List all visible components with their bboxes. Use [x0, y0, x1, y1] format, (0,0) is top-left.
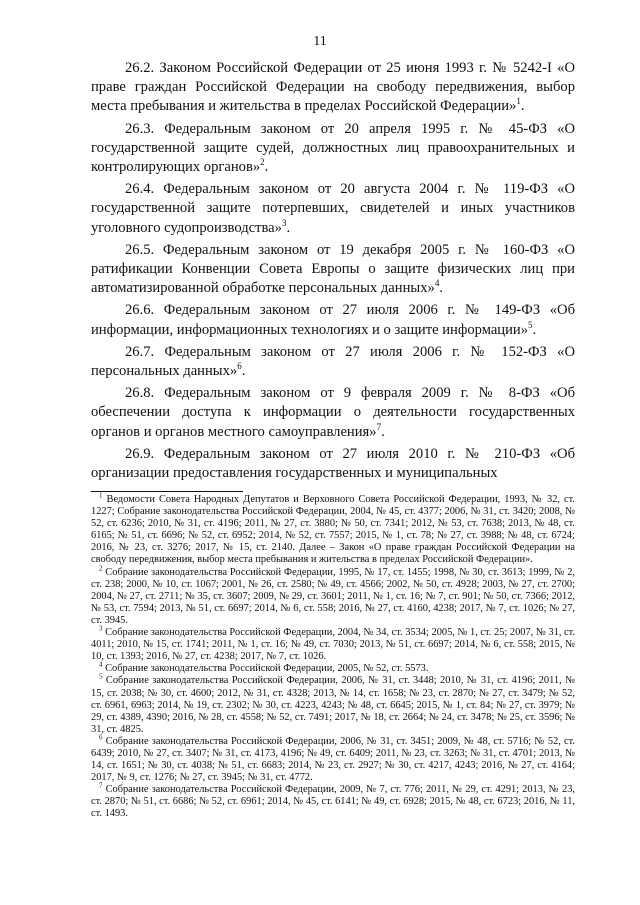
footnote-ref[interactable]: 4 [434, 278, 440, 289]
footnote-6: $^6$ Собрание законодательства Российской Федерации, 2006, № 31, ст. 3451; 2009, № 48, ст. 5716; № 52, ст. 6439; 2010, № 27, ст. 3407; № 31, ст. 4173, 4196; № 49, ст. 6409; 2011, № 23, ст. 3263; № 31, ст. 4701; 2013, № 14, ст. 1651; № 30, ст. 4038; № 51, ст. 6683; 2014, № 23, ст. 2927; № 30, ст. 4217, 4243; 2016, № 27, ст. 4164; 2017, № 9, ст. 1276; № 27, ст. 3945; № 31, ст. 4772. [91, 733, 575, 784]
paragraph-26-5: 26.5. Федеральным законом от 19 декабря 2005 г. № 160-ФЗ «О ратификации Конвенции Совета Европы о защите физических лиц при автоматизированной обработке персональных данных»$^4$. [91, 241, 575, 297]
footnote-3: $^3$ Собрание законодательства Российской Федерации, 2004, № 34, ст. 3534; 2005, № 1, ст. 25; 2007, № 31, ст. 4011; 2010, № 15, ст. 1741; 2011, № 1, ст. 16; № 49, ст. 7030; 2013, № 51, ст. 6697; 2014, № 6, ст. 558; 2015, № 10, ст. 1393; 2016, № 27, ст. 4238; 2017, № 7, ст. 1026. [91, 624, 575, 663]
footnote-number: 1 [99, 491, 103, 500]
footnote-ref[interactable]: 1 [516, 96, 521, 107]
footnote-ref[interactable]: 2 [260, 157, 265, 168]
footnote-1: $^1$ Ведомости Совета Народных Депутатов и Верховного Совета Российской Федерации, 1993, № 32, ст. 1227; Собрание законодательства Российской Федерации, 2004, № 45, ст. 4377; 2006, № 31, ст. 3420; 2008, № 52, ст. 6236; 2010, № 31, ст. 4196; 2011, № 27, ст. 3880; № 50, ст. 7341; 2012, № 53, ст. 7638; 2013, № 48, ст. 6165; № 51, ст. 6696; № 52, ст. 6952; 2014, № 52, ст. 7557; 2015, № 1, ст. 78; № 27, ст. 3988; № 48, ст. 6724; 2016, № 23, ст. 3276; 2017, № 15, ст. 2140. Далее – Закон «О праве граждан Российской Федерации на свободу передвижения, выбор места пребывания и жительства в пределах Российской Федерации». [91, 491, 575, 566]
footnote-divider [91, 491, 243, 492]
footnote-number: 4 [99, 660, 103, 669]
footnote-number: 5 [99, 672, 103, 681]
footnote-ref[interactable]: 5 [528, 319, 533, 330]
footnote-number: 6 [99, 733, 103, 742]
footnote-number: 2 [99, 564, 103, 573]
footnote-ref[interactable]: 3 [281, 217, 287, 228]
footnote-7: $^7$ Собрание законодательства Российской Федерации, 2009, № 7, ст. 776; 2011, № 29, ст. 4291; 2013, № 23, ст. 2870; № 51, ст. 6686; № 52, ст. 6961; 2014, № 45, ст. 6141; № 49, ст. 6928; 2015, № 48, ст. 6723; 2016, № 11, ст. 1493. [91, 781, 575, 820]
footnote-4: $^4$ Собрание законодательства Российской Федерации, 2005, № 52, ст. 5573. [99, 660, 429, 675]
paragraph-26-3: 26.3. Федеральным законом от 20 апреля 1995 г. № 45-ФЗ «О государственной защите судей, должностных лиц правоохранительных и контролирующих органов»$^2$. [91, 120, 575, 176]
footnote-ref[interactable]: 6 [237, 361, 242, 372]
paragraph-26-4: 26.4. Федеральным законом от 20 августа 2004 г. № 119-ФЗ «О государственной защите потерпевших, свидетелей и иных участников уголовного судопроизводства»$^3$. [91, 181, 575, 236]
footnote-number: 3 [99, 624, 103, 633]
paragraph-26-9: 26.9. Федеральным законом от 27 июля 2010 г. № 210-ФЗ «Об организации предоставления государственных и муниципальных [91, 445, 575, 482]
footnote-2: $^2$ Собрание законодательства Российской Федерации, 1995, № 17, ст. 1455; 1998, № 30, ст. 3613; 1999, № 2, ст. 238; 2000, № 10, ст. 1067; 2001, № 26, ст. 2580; № 49, ст. 4566; 2002, № 50, ст. 4928; 2003, № 27, ст. 2700; 2004, № 27, ст. 2711; № 35, ст. 3607; 2009, № 29, ст. 3601; 2011, № 1, ст. 16; № 7, ст. 901; № 50, ст. 7366; 2012, № 53, ст. 7594; 2013, № 51, ст. 6697; 2014, № 6, ст. 558; 2016, № 27, ст. 4160, 4238; 2017, № 7, ст. 1026; № 27, ст. 3945. [91, 564, 575, 626]
paragraph-26-7: 26.7. Федеральным законом от 27 июля 2006 г. № 152-ФЗ «О персональных данных»$^6$. [91, 343, 575, 380]
footnote-5: $^5$ Собрание законодательства Российской Федерации, 2006, № 31, ст. 3448; 2010, № 31, ст. 4196; 2011, № 15, ст. 2038; № 30, ст. 4600; 2012, № 31, ст. 4328; 2013, № 14, ст. 1658; № 23, ст. 2870; № 27, ст. 3479; № 52, ст. 6961, 6963; 2014, № 19, ст. 2302; № 30, ст. 4223, 4243; № 48, ст. 6645; 2015, № 1, ст. 84; № 27, ст. 3979; № 29, ст. 4389, 4390; 2016, № 28, ст. 4558; № 52, ст. 7491; 2017, № 18, ст. 2664; № 24, ст. 3478; № 25, ст. 3596; № 31, ст. 4825. [91, 672, 575, 735]
paragraph-26-2: 26.2. Законом Российской Федерации от 25 июня 1993 г. № 5242-I «О праве граждан Российской Федерации на свободу передвижения, выбор места пребывания и жительства в пределах Российской Федерации»$^1$. [91, 60, 575, 115]
main-text [91, 59, 575, 486]
paragraph-26-8: 26.8. Федеральным законом от 9 февраля 2009 г. № 8-ФЗ «Об обеспечении доступа к информации о деятельности государственных органов и органов местного самоуправления»$^7$. [91, 385, 575, 440]
paragraph-26-6: 26.6. Федеральным законом от 27 июля 2006 г. № 149-ФЗ «Об информации, информационных технологиях и о защите информации»$^5$. [91, 302, 575, 338]
footnotes [91, 491, 575, 821]
footnote-ref[interactable]: 7 [376, 421, 382, 432]
footnote-number: 7 [99, 781, 103, 790]
page-number: 11 [313, 34, 327, 49]
